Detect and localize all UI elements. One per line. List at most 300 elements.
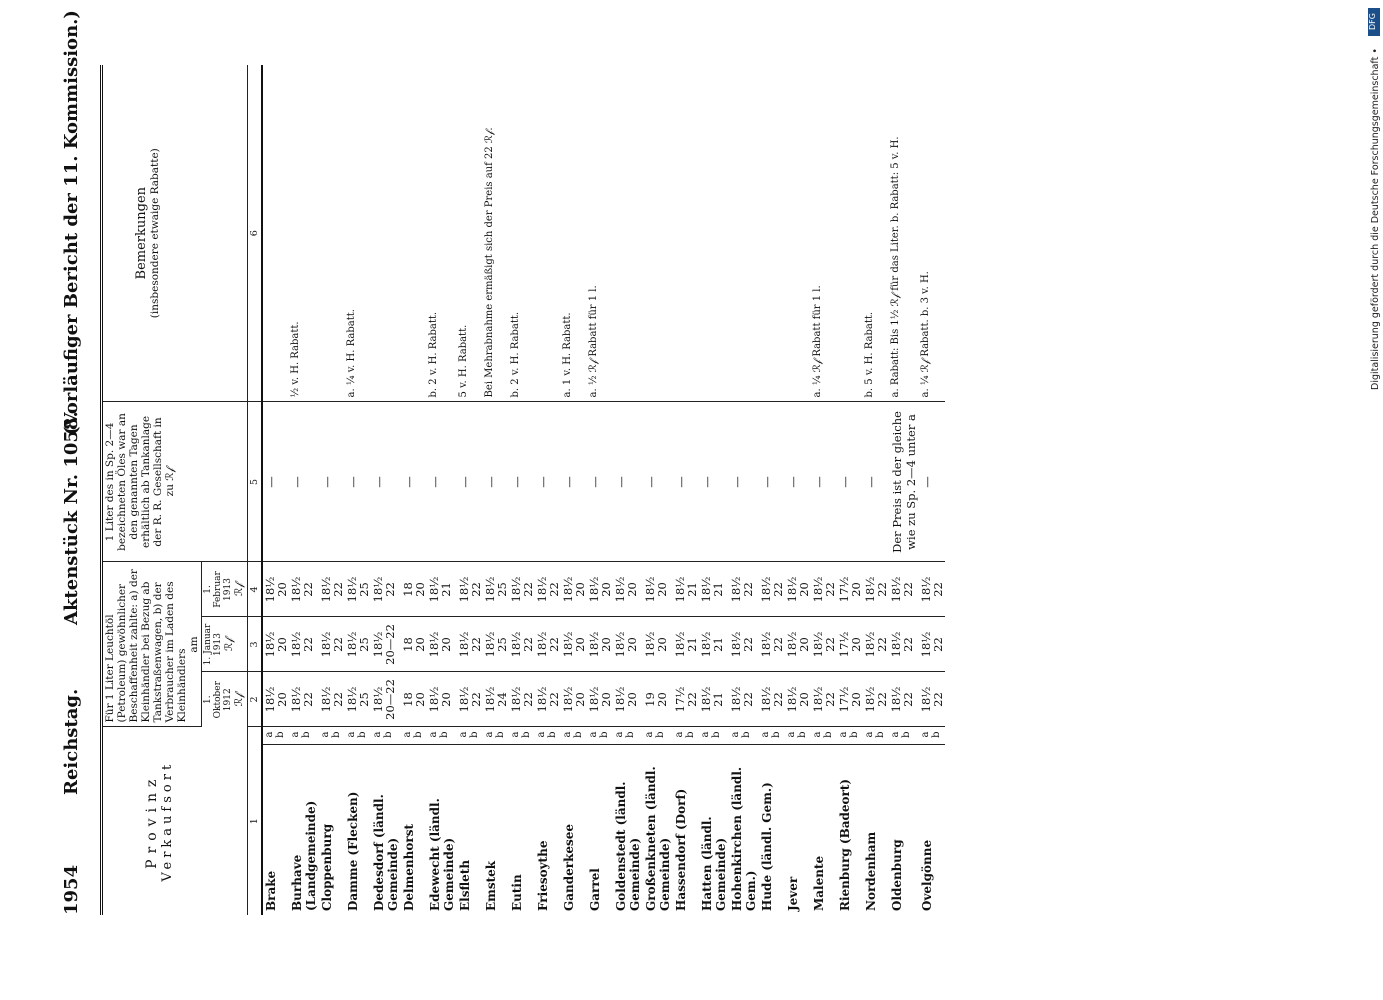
price-value: 18½ bbox=[587, 631, 601, 658]
price-v1 bbox=[785, 672, 811, 727]
ab-label: a bbox=[484, 731, 495, 738]
liter-value: — bbox=[345, 402, 371, 562]
remark: a. ¼ v. H. Rabatt. bbox=[345, 65, 371, 402]
ab-labels bbox=[262, 727, 289, 745]
table-row bbox=[729, 65, 759, 915]
ab-labels bbox=[561, 727, 587, 745]
price-value: 22 bbox=[875, 692, 889, 707]
price-v3 bbox=[289, 562, 319, 617]
price-value: 21 bbox=[685, 637, 699, 652]
price-value: 18½ bbox=[643, 631, 657, 658]
liter-value: — bbox=[759, 402, 785, 562]
price-v2 bbox=[535, 617, 561, 672]
remark bbox=[535, 65, 561, 402]
price-v3 bbox=[889, 562, 919, 617]
ab-label: a bbox=[644, 731, 655, 738]
document-title: Aktenstück Nr. 1058. bbox=[61, 411, 82, 625]
price-value: 20 bbox=[439, 692, 453, 707]
price-value: 18½ bbox=[673, 631, 687, 658]
price-v2 bbox=[371, 617, 401, 672]
price-value: 18½ bbox=[699, 631, 713, 658]
price-value: 20 bbox=[275, 692, 289, 707]
price-value: 18½ bbox=[863, 686, 877, 713]
price-value: 22 bbox=[875, 637, 889, 652]
price-v3 bbox=[837, 562, 863, 617]
price-value: 18½ bbox=[613, 631, 627, 658]
remark: b. 2 v. H. Rabatt. bbox=[427, 65, 457, 402]
price-value: 18½ bbox=[483, 631, 497, 658]
place-name: Malente bbox=[812, 855, 826, 911]
price-value: 21 bbox=[439, 582, 453, 597]
table-row bbox=[759, 65, 785, 915]
price-v1 bbox=[863, 672, 889, 727]
place-name: Oldenburg bbox=[890, 839, 904, 911]
price-v2 bbox=[427, 617, 457, 672]
remark: a. ½ ℛ𝒻 Rabatt für 1 l. bbox=[587, 65, 613, 402]
ab-label: b bbox=[655, 731, 666, 738]
ab-label: b bbox=[875, 731, 886, 738]
price-value: 18½ bbox=[729, 631, 743, 658]
table-row bbox=[561, 65, 587, 915]
price-value: 18½ bbox=[811, 631, 825, 658]
ab-labels bbox=[535, 727, 561, 745]
ab-labels bbox=[345, 727, 371, 745]
remark bbox=[319, 65, 345, 402]
ab-label: a bbox=[674, 731, 685, 738]
ab-label: b bbox=[275, 731, 286, 738]
price-value: 22 bbox=[931, 692, 945, 707]
table-row bbox=[457, 65, 483, 915]
price-value: 22 bbox=[301, 582, 315, 597]
liter-value: — bbox=[427, 402, 457, 562]
price-value: 21 bbox=[711, 582, 725, 597]
price-value: 22 bbox=[875, 582, 889, 597]
price-value: 18½ bbox=[457, 576, 471, 603]
price-value: 18½ bbox=[371, 631, 385, 658]
remark: 5 v. H. Rabatt. bbox=[457, 65, 483, 402]
ab-label: a bbox=[812, 731, 823, 738]
ab-label: b bbox=[931, 731, 942, 738]
table-row bbox=[643, 65, 673, 915]
price-value: 22 bbox=[383, 582, 397, 597]
remark bbox=[699, 65, 729, 402]
price-value: 18½ bbox=[919, 686, 933, 713]
table-row bbox=[509, 65, 535, 915]
remark: b. 2 v. H. Rabatt. bbox=[509, 65, 535, 402]
price-v1 bbox=[345, 672, 371, 727]
price-value: 18½ bbox=[319, 686, 333, 713]
price-v1 bbox=[889, 672, 919, 727]
ab-labels bbox=[427, 727, 457, 745]
ab-label: b bbox=[711, 731, 722, 738]
price-value: 17½ bbox=[673, 686, 687, 713]
ab-label: b bbox=[383, 731, 394, 738]
price-v2 bbox=[457, 617, 483, 672]
table-row bbox=[811, 65, 837, 915]
price-value: 22 bbox=[741, 692, 755, 707]
price-table bbox=[100, 65, 945, 915]
price-v1 bbox=[457, 672, 483, 727]
place-name: Emstek bbox=[484, 860, 498, 911]
price-value: 20 bbox=[625, 692, 639, 707]
ab-label: a bbox=[562, 731, 573, 738]
price-value: 18½ bbox=[811, 686, 825, 713]
price-value: 25 bbox=[495, 582, 509, 597]
remark bbox=[262, 65, 289, 402]
price-value: 18½ bbox=[457, 686, 471, 713]
table-row bbox=[371, 65, 401, 915]
remark bbox=[759, 65, 785, 402]
col-num-3: 3 bbox=[248, 617, 263, 672]
ab-labels bbox=[785, 727, 811, 745]
date-header-2: 1. Januar 1913 ℛ𝒻 bbox=[202, 617, 248, 672]
col-num-4: 4 bbox=[248, 562, 263, 617]
price-v3 bbox=[262, 562, 289, 617]
price-value: 22 bbox=[521, 637, 535, 652]
price-value: 18½ bbox=[509, 631, 523, 658]
ab-labels bbox=[319, 727, 345, 745]
price-value: 18½ bbox=[509, 576, 523, 603]
remark: a. 1 v. H. Rabatt. bbox=[561, 65, 587, 402]
ab-label: a bbox=[864, 731, 875, 738]
price-value: 18½ bbox=[613, 576, 627, 603]
ab-label: b bbox=[599, 731, 610, 738]
liter-value: — bbox=[587, 402, 613, 562]
price-value: 18½ bbox=[535, 686, 549, 713]
price-value: 18½ bbox=[483, 686, 497, 713]
liter-value: — bbox=[401, 402, 427, 562]
document-subtitle: (Vorläufiger Bericht der 11. Kommission.) bbox=[61, 10, 82, 435]
price-value: 18½ bbox=[759, 686, 773, 713]
liter-value: — bbox=[457, 402, 483, 562]
parliament-label: Reichstag. bbox=[61, 688, 82, 795]
table-row bbox=[427, 65, 457, 915]
liter-value: — bbox=[509, 402, 535, 562]
price-value: 17½ bbox=[837, 631, 851, 658]
price-value: 20 bbox=[849, 637, 863, 652]
ab-label: b bbox=[741, 731, 752, 738]
price-value: 18½ bbox=[811, 576, 825, 603]
place-name: Damme (Flecken) bbox=[346, 791, 360, 911]
place-name: Garrel bbox=[588, 868, 602, 911]
price-value: 18½ bbox=[613, 686, 627, 713]
place-name: Ganderkesee bbox=[562, 823, 576, 911]
price-value: 18½ bbox=[785, 686, 799, 713]
price-v3 bbox=[643, 562, 673, 617]
price-value: 20 bbox=[413, 637, 427, 652]
ab-label: b bbox=[685, 731, 696, 738]
place-name: Großenkneten (ländl. Gemeinde) bbox=[644, 766, 672, 911]
price-v1 bbox=[289, 672, 319, 727]
remark: a. ¼ ℛ𝒻 Rabatt. b. 3 v. H. bbox=[919, 65, 945, 402]
price-value: 22 bbox=[741, 582, 755, 597]
remark bbox=[837, 65, 863, 402]
place-name: Hassendorf (Dorf) bbox=[674, 788, 688, 911]
price-value: 24 bbox=[495, 692, 509, 707]
rotated-page bbox=[55, 10, 1285, 915]
liter-value: — bbox=[289, 402, 319, 562]
ab-label: b bbox=[547, 731, 558, 738]
price-v1 bbox=[561, 672, 587, 727]
remark: a. ¼ ℛ𝒻 Rabatt für 1 l. bbox=[811, 65, 837, 402]
table-row bbox=[699, 65, 729, 915]
ab-labels bbox=[509, 727, 535, 745]
price-value: 22 bbox=[823, 692, 837, 707]
price-v2 bbox=[587, 617, 613, 672]
liter-value: — bbox=[535, 402, 561, 562]
price-v3 bbox=[535, 562, 561, 617]
price-value: 22 bbox=[931, 637, 945, 652]
price-v2 bbox=[289, 617, 319, 672]
remark bbox=[371, 65, 401, 402]
price-value: 18½ bbox=[427, 631, 441, 658]
price-value: 22 bbox=[469, 582, 483, 597]
price-v1 bbox=[401, 672, 427, 727]
price-v3 bbox=[371, 562, 401, 617]
price-value: 17½ bbox=[837, 686, 851, 713]
price-value: 20 bbox=[797, 637, 811, 652]
price-value: 22 bbox=[771, 692, 785, 707]
ab-labels bbox=[457, 727, 483, 745]
price-value: 22 bbox=[901, 582, 915, 597]
col-num-5: 5 bbox=[248, 402, 263, 562]
ab-labels bbox=[863, 727, 889, 745]
table-row bbox=[889, 65, 919, 915]
ab-label: b bbox=[439, 731, 450, 738]
price-v3 bbox=[613, 562, 643, 617]
price-v3 bbox=[919, 562, 945, 617]
price-value: 22 bbox=[771, 637, 785, 652]
ab-label: b bbox=[301, 731, 312, 738]
price-value: 22 bbox=[685, 692, 699, 707]
price-v2 bbox=[811, 617, 837, 672]
price-value: 18½ bbox=[863, 576, 877, 603]
ab-label: a bbox=[760, 731, 771, 738]
table-row bbox=[587, 65, 613, 915]
ab-label: a bbox=[536, 731, 547, 738]
ab-labels bbox=[643, 727, 673, 745]
place-name: Goldenstedt (ländl. Gemeinde) bbox=[614, 781, 642, 911]
table-row bbox=[837, 65, 863, 915]
price-value: 21 bbox=[711, 637, 725, 652]
price-value: 18½ bbox=[289, 631, 303, 658]
price-value: 18½ bbox=[863, 631, 877, 658]
price-value: 18½ bbox=[289, 686, 303, 713]
price-value: 18½ bbox=[889, 686, 903, 713]
price-value: 20 bbox=[275, 582, 289, 597]
price-v2 bbox=[863, 617, 889, 672]
ab-label: a bbox=[264, 731, 275, 738]
remark bbox=[401, 65, 427, 402]
price-v1 bbox=[699, 672, 729, 727]
price-value: 18½ bbox=[345, 631, 359, 658]
price-v2 bbox=[509, 617, 535, 672]
price-value: 20—22 bbox=[383, 679, 397, 720]
col-num-1: 1 bbox=[248, 727, 263, 915]
price-value: 20 bbox=[599, 637, 613, 652]
place-name: Rienburg (Badeort) bbox=[838, 778, 852, 911]
ab-label: b bbox=[823, 731, 834, 738]
ab-labels bbox=[811, 727, 837, 745]
price-v1 bbox=[837, 672, 863, 727]
table-row bbox=[785, 65, 811, 915]
price-value: 18½ bbox=[561, 576, 575, 603]
page-number: 1954 bbox=[61, 864, 82, 915]
ab-label: a bbox=[320, 731, 331, 738]
price-value: 20 bbox=[655, 582, 669, 597]
price-column-header: Für 1 Liter Leuchtöl (Petroleum) gewöhnlicher Beschaffenheit zahlte: a) der Kleinhändler bei Bezug ab Tankstraßenwagen, b) der Verbraucher im Laden des Kleinhändlers am bbox=[102, 562, 202, 727]
price-value: 22 bbox=[521, 582, 535, 597]
price-v2 bbox=[759, 617, 785, 672]
ab-label: a bbox=[510, 731, 521, 738]
ab-label: b bbox=[771, 731, 782, 738]
price-value: 20 bbox=[573, 582, 587, 597]
price-value: 18½ bbox=[319, 631, 333, 658]
price-value: 18½ bbox=[919, 631, 933, 658]
ab-label: b bbox=[521, 731, 532, 738]
price-value: 20 bbox=[655, 637, 669, 652]
table-row bbox=[673, 65, 699, 915]
price-value: 18½ bbox=[587, 576, 601, 603]
ab-label: b bbox=[901, 731, 912, 738]
price-v1 bbox=[262, 672, 289, 727]
liter-value: — bbox=[673, 402, 699, 562]
price-value: 18½ bbox=[319, 576, 333, 603]
price-value: 25 bbox=[495, 637, 509, 652]
price-value: 18½ bbox=[371, 576, 385, 603]
remark: a. Rabatt: Bis 1½ ℛ𝒻 für das Liter. b. Rabatt: 5 v. H. bbox=[889, 65, 919, 402]
price-v1 bbox=[509, 672, 535, 727]
ab-label: a bbox=[838, 731, 849, 738]
table-row bbox=[483, 65, 509, 915]
table-row bbox=[535, 65, 561, 915]
price-value: 18½ bbox=[561, 686, 575, 713]
ab-labels bbox=[889, 727, 919, 745]
price-value: 18½ bbox=[587, 686, 601, 713]
price-v2 bbox=[673, 617, 699, 672]
price-value: 20 bbox=[797, 692, 811, 707]
ab-label: a bbox=[786, 731, 797, 738]
ab-labels bbox=[401, 727, 427, 745]
price-value: 18½ bbox=[483, 576, 497, 603]
price-value: 25 bbox=[357, 637, 371, 652]
place-name: Hude (ländl. Gem.) bbox=[760, 782, 774, 911]
price-v2 bbox=[262, 617, 289, 672]
ab-label: a bbox=[346, 731, 357, 738]
price-value: 22 bbox=[931, 582, 945, 597]
price-value: 18½ bbox=[371, 686, 385, 713]
ab-labels bbox=[673, 727, 699, 745]
price-v2 bbox=[483, 617, 509, 672]
liter-value: — bbox=[319, 402, 345, 562]
table-row bbox=[613, 65, 643, 915]
ab-label: a bbox=[588, 731, 599, 738]
place-name: Cloppenburg bbox=[320, 823, 334, 911]
place-name: Hatten (ländl. Gemeinde) bbox=[700, 816, 728, 911]
price-value: 18½ bbox=[729, 686, 743, 713]
price-v1 bbox=[587, 672, 613, 727]
price-value: 19 bbox=[643, 692, 657, 707]
price-v1 bbox=[427, 672, 457, 727]
liter-value: — bbox=[811, 402, 837, 562]
ab-label: a bbox=[730, 731, 741, 738]
price-value: 22 bbox=[331, 692, 345, 707]
date-header-3: 1. Februar 1913 ℛ𝒻 bbox=[202, 562, 248, 617]
ab-labels bbox=[729, 727, 759, 745]
table-row bbox=[401, 65, 427, 915]
place-name: Burhave (Landgemeinde) bbox=[290, 800, 318, 911]
price-value: 22 bbox=[469, 637, 483, 652]
page-header bbox=[55, 10, 95, 915]
price-value: 18½ bbox=[427, 576, 441, 603]
price-value: 18½ bbox=[759, 631, 773, 658]
price-value: 18½ bbox=[345, 686, 359, 713]
place-name: Jever bbox=[786, 876, 800, 911]
price-v2 bbox=[729, 617, 759, 672]
price-value: 20 bbox=[849, 692, 863, 707]
place-column-header: Provinz Verkaufsort bbox=[102, 727, 248, 915]
ab-labels bbox=[483, 727, 509, 745]
price-v3 bbox=[345, 562, 371, 617]
table-row bbox=[919, 65, 945, 915]
price-value: 25 bbox=[357, 692, 371, 707]
price-v3 bbox=[587, 562, 613, 617]
price-value: 25 bbox=[357, 582, 371, 597]
price-v1 bbox=[371, 672, 401, 727]
ab-label: b bbox=[357, 731, 368, 738]
price-value: 18½ bbox=[535, 576, 549, 603]
price-v2 bbox=[699, 617, 729, 672]
price-value: 18½ bbox=[919, 576, 933, 603]
price-value: 17½ bbox=[837, 576, 851, 603]
price-v2 bbox=[561, 617, 587, 672]
place-name: Hohenkirchen (ländl. Gem.) bbox=[730, 766, 758, 911]
price-v1 bbox=[483, 672, 509, 727]
liter-column-header: 1 Liter des in Sp. 2—4 bezeichneten Öles war an den genannten Tagen erhältlich ab Tankanlage der R. R. Gesellschaft in zu ℛ𝒻 bbox=[102, 402, 248, 562]
price-value: 20 bbox=[797, 582, 811, 597]
place-name: Friesoythe bbox=[536, 840, 550, 911]
price-value: 22 bbox=[901, 637, 915, 652]
remark bbox=[673, 65, 699, 402]
ab-label: a bbox=[458, 731, 469, 738]
price-v1 bbox=[535, 672, 561, 727]
price-value: 18½ bbox=[673, 576, 687, 603]
price-value: 20 bbox=[573, 637, 587, 652]
price-v2 bbox=[889, 617, 919, 672]
liter-value: — bbox=[919, 402, 945, 562]
place-name: Eutin bbox=[510, 874, 524, 911]
price-value: 22 bbox=[331, 637, 345, 652]
price-value: 22 bbox=[823, 582, 837, 597]
price-v2 bbox=[785, 617, 811, 672]
dfg-logo: DFG bbox=[1368, 8, 1380, 36]
price-value: 18½ bbox=[729, 576, 743, 603]
table-row bbox=[319, 65, 345, 915]
place-name: Nordenham bbox=[864, 831, 878, 911]
place-name: Brake bbox=[264, 870, 278, 911]
liter-value: — bbox=[863, 402, 889, 562]
liter-value: Der Preis ist der gleiche wie zu Sp. 2—4 unter a bbox=[889, 402, 919, 562]
price-value: 21 bbox=[685, 582, 699, 597]
remark: Bei Mehrabnahme ermäßigt sich der Preis auf 22 ℛ𝒻. bbox=[483, 65, 509, 402]
remark bbox=[613, 65, 643, 402]
price-v2 bbox=[643, 617, 673, 672]
place-name: Elsfleth bbox=[458, 859, 472, 911]
price-value: 22 bbox=[301, 637, 315, 652]
liter-value: — bbox=[729, 402, 759, 562]
remark: ½ v. H. Rabatt. bbox=[289, 65, 319, 402]
price-v2 bbox=[919, 617, 945, 672]
